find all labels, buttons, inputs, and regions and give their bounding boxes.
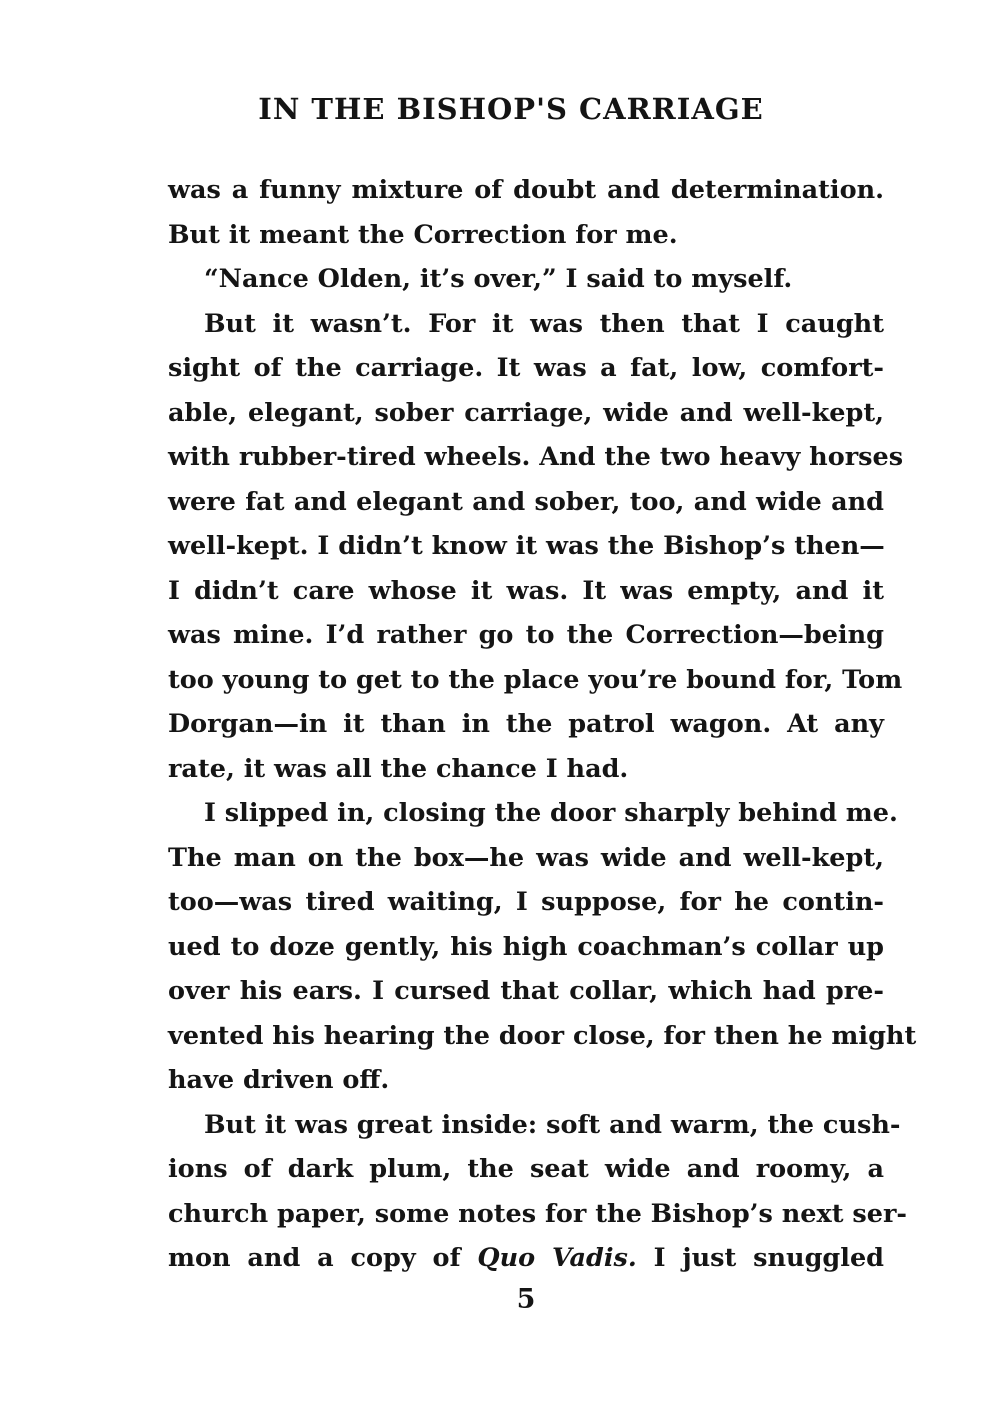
text-line: Dorgan—in it than in the patrol wagon. At any	[168, 709, 884, 739]
text-line: The man on the box—he was wide and well-kept,	[168, 842, 884, 873]
text-line: rate, it was all the chance I had.	[168, 753, 629, 784]
text-line: I slipped in, closing the door sharply behind me.	[204, 798, 898, 828]
text-line: But it wasn’t. For it was then that I caught	[204, 308, 884, 339]
text-line: have driven off.	[168, 1065, 390, 1095]
text-line: sight of the carriage. It was a fat, low, comfort-	[168, 353, 884, 383]
text-line-final	[168, 1236, 884, 1281]
text-line: vented his hearing the door close, for then he might	[168, 1020, 917, 1051]
text-line: able, elegant, sober carriage, wide and well-kept,	[168, 397, 884, 428]
text-line: too—was tired waiting, I suppose, for he contin-	[168, 887, 884, 917]
text-line: was mine. I’d rather go to the Correction—being	[168, 620, 884, 650]
text-line: But it was great inside: soft and warm, the cush-	[204, 1109, 901, 1140]
text-segment: mon and a copy of	[168, 1243, 478, 1273]
text-line: But it meant the Correction for me.	[168, 219, 678, 250]
running-head: IN THE BISHOP'S CARRIAGE	[258, 92, 764, 126]
text-line: were fat and elegant and sober, too, and wide and	[168, 486, 884, 517]
text-line: church paper, some notes for the Bishop’s next ser-	[168, 1198, 907, 1229]
text-line: ued to doze gently, his high coachman’s collar up	[168, 931, 884, 962]
text-line: ions of dark plum, the seat wide and roomy, a	[168, 1154, 884, 1184]
text-segment: I just snuggled	[636, 1243, 884, 1273]
text-line: with rubber-tired wheels. And the two heavy horses	[168, 442, 904, 472]
text-line: was a funny mixture of doubt and determination.	[168, 175, 884, 205]
text-line: well-kept. I didn’t know it was the Bishop’s then—	[168, 531, 885, 561]
text-line: “Nance Olden, it’s over,” I said to myself.	[204, 264, 793, 294]
page-number: 5	[516, 1284, 536, 1315]
text-line: too young to get to the place you’re bound for, Tom	[168, 664, 903, 695]
book-title: Quo Vadis.	[477, 1243, 637, 1273]
text-line: over his ears. I cursed that collar, which had pre-	[168, 976, 884, 1006]
text-line: I didn’t care whose it was. It was empty, and it	[168, 575, 884, 606]
body-text	[168, 168, 917, 1281]
